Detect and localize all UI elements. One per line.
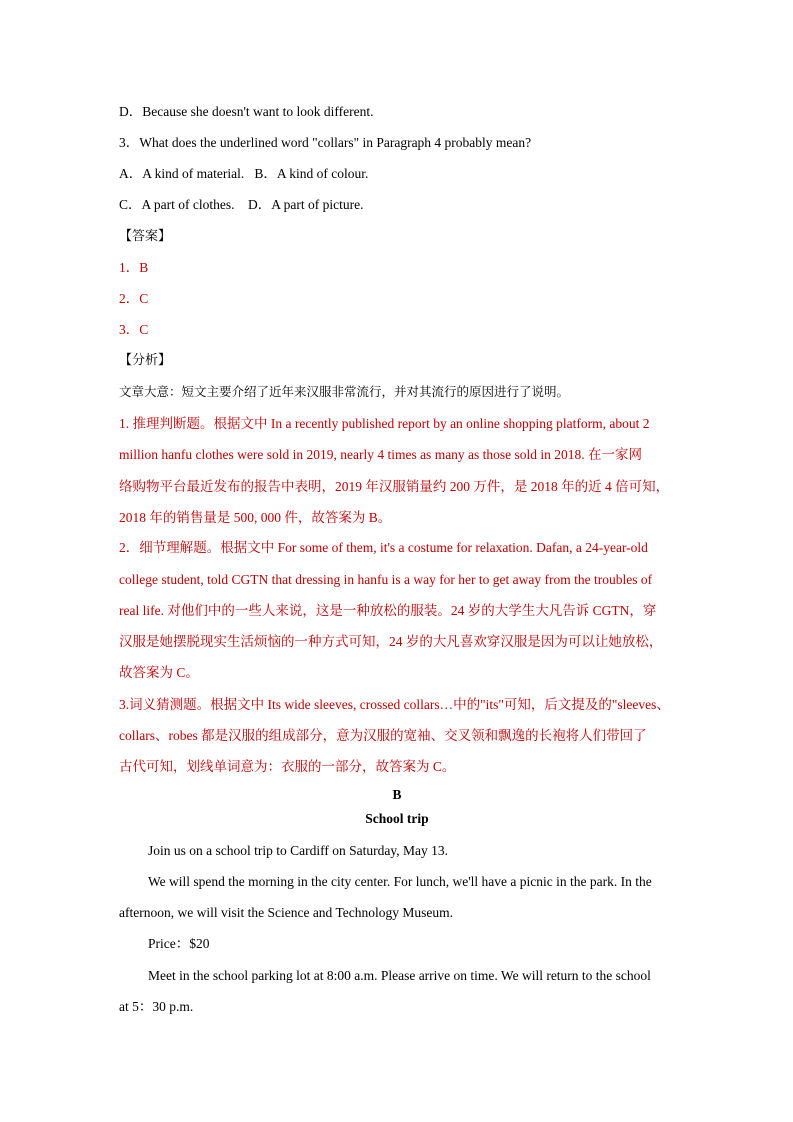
analysis-2-line-4: 汉服是她摆脱现实生活烦恼的一种方式可知，24 岁的大凡喜欢穿汉服是因为可以让她放松， (119, 634, 663, 649)
analysis-3-line-1: 3.词义猜测题。根据文中 Its wide sleeves, crossed collars…中的"its"可知，后文提及的"sleeves、 (119, 697, 670, 712)
analysis-3-line-3: 古代可知，划线单词意为：衣服的一部分，故答案为 C。 (119, 759, 456, 774)
passage-paragraph-2-line-2: afternoon, we will visit the Science and Technology Museum. (119, 905, 453, 920)
analysis-1-line-2: million hanfu clothes were sold in 2019, nearly 4 times as many as those sold in 2018. 在一家网 (119, 447, 643, 462)
analysis-3-line-2: collars、robes 都是汉服的组成部分，意为汉服的宽袖、交叉领和飘逸的长袍将人们带回了 (119, 728, 647, 743)
passage-paragraph-2-line-1: We will spend the morning in the city center. For lunch, we'll have a picnic in the park. In the (148, 874, 652, 889)
passage-label: B (392, 787, 402, 802)
analysis-1-line-1: 1. 推理判断题。根据文中 In a recently published report by an online shopping platform, about 2 (119, 416, 650, 431)
analysis-2-line-2: college student, told CGTN that dressing in hanfu is a way for her to get away from the troubles of (119, 572, 653, 587)
passage-title: School trip (365, 811, 429, 826)
answer-2: 2．C (119, 291, 149, 306)
passage-price: Price：$20 (148, 936, 210, 951)
analysis-2-line-1: 2．细节理解题。根据文中 For some of them, it's a costume for relaxation. Dafan, a 24-year-old (119, 540, 648, 555)
q3-stem: 3．What does the underlined word "collars" in Paragraph 4 probably mean? (119, 135, 532, 150)
passage-paragraph-1: Join us on a school trip to Cardiff on Saturday, May 13. (148, 843, 448, 858)
analysis-1-line-4: 2018 年的销售量是 500, 000 件，故答案为 B。 (119, 510, 392, 525)
passage-paragraph-4-line-2: at 5：30 p.m. (119, 999, 194, 1014)
answer-1: 1．B (119, 260, 149, 275)
analysis-2-line-3: real life. 对他们中的一些人来说，这是一种放松的服装。24 岁的大学生大凡告诉 CGTN，穿 (119, 603, 657, 618)
answer-heading: 【答案】 (119, 229, 172, 244)
analysis-summary: 文章大意：短文主要介绍了近年来汉服非常流行，并对其流行的原因进行了说明。 (119, 384, 570, 399)
q2-option-d: D．Because she doesn't want to look different. (119, 104, 374, 119)
passage-paragraph-4-line-1: Meet in the school parking lot at 8:00 a.m. Please arrive on time. We will return to the school (148, 968, 651, 983)
q3-options-ab: A．A kind of material. B．A kind of colour. (119, 166, 369, 181)
answer-3: 3．C (119, 322, 149, 337)
q3-options-cd: C．A part of clothes. D．A part of picture. (119, 197, 364, 212)
analysis-1-line-3: 络购物平台最近发布的报告中表明，2019 年汉服销量约 200 万件，是 2018 年的近 4 倍可知， (119, 479, 670, 494)
analysis-heading: 【分析】 (119, 353, 172, 368)
analysis-2-line-5: 故答案为 C。 (119, 665, 199, 680)
